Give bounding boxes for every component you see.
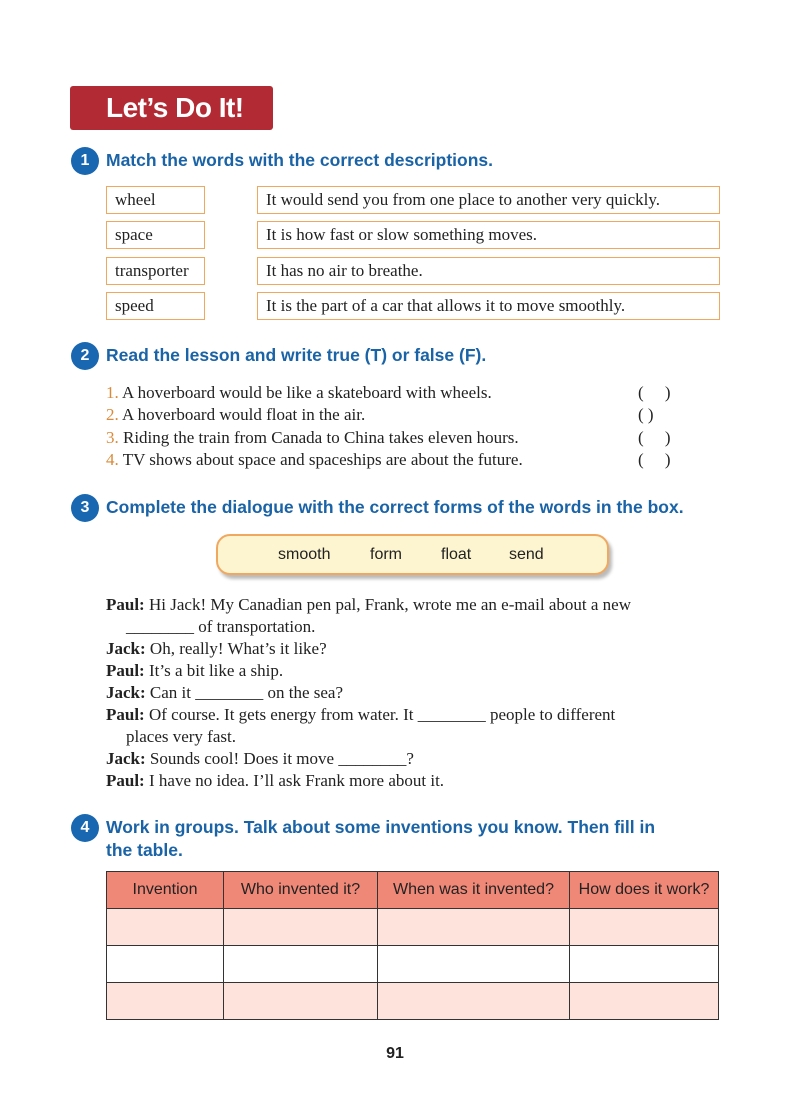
table-cell[interactable]	[570, 983, 719, 1020]
description-box-1: It would send you from one place to another very quickly.	[257, 186, 720, 214]
table-cell[interactable]	[224, 909, 378, 946]
line-text: Hi Jack! My Canadian pen pal, Frank, wrote me an e-mail about a new	[144, 595, 631, 614]
title-line: the table.	[106, 840, 183, 860]
dialogue-line	[106, 594, 631, 616]
statement-text: TV shows about space and spaceships are about the future.	[118, 449, 523, 469]
line-text: Of course. It gets energy from water. It ________ people to different	[144, 705, 616, 724]
word-box-item: smooth	[278, 546, 331, 563]
exercise-number-2: 2	[71, 342, 99, 370]
table-cell[interactable]	[224, 983, 378, 1020]
statement	[106, 449, 523, 471]
dialogue-line	[126, 726, 236, 748]
inventions-table	[106, 871, 719, 1020]
line-text: Sounds cool! Does it move ________?	[145, 749, 414, 768]
word-box	[216, 534, 609, 575]
word-box-2: space	[106, 221, 205, 249]
title-line: Work in groups. Talk about some inventions you know. Then fill in	[106, 817, 656, 837]
dialogue-line	[106, 660, 283, 682]
statement-number: 4.	[106, 449, 119, 469]
description-box-2: It is how fast or slow something moves.	[257, 221, 720, 249]
description-box-3: It has no air to breathe.	[257, 257, 720, 285]
exercise-2-title: Read the lesson and write true (T) or false (F).	[106, 345, 487, 365]
statement-text: A hoverboard would float in the air.	[118, 405, 366, 425]
line-text: places very fast.	[126, 727, 236, 746]
table-cell[interactable]	[570, 909, 719, 946]
dialogue-line	[106, 748, 414, 770]
dialogue-line	[106, 704, 615, 726]
speaker: Paul:	[106, 705, 145, 724]
word-box-item: form	[370, 546, 402, 563]
dialogue-line	[106, 682, 343, 704]
exercise-number-3: 3	[71, 494, 99, 522]
dialogue-line	[106, 638, 327, 660]
statement-number: 1.	[106, 383, 119, 402]
table-cell[interactable]	[378, 946, 570, 983]
table-cell[interactable]	[107, 983, 224, 1020]
column-header: Who invented it?	[224, 872, 378, 909]
exercise-number-4: 4	[71, 814, 99, 842]
speaker: Paul:	[106, 661, 145, 680]
exercise-4-title	[106, 816, 655, 862]
dialogue-line	[126, 616, 315, 638]
statement-text: Riding the train from Canada to China takes eleven hours.	[118, 427, 519, 447]
column-header: Invention	[107, 872, 224, 909]
word-box-1: wheel	[106, 186, 205, 214]
statement	[106, 404, 365, 426]
table-cell[interactable]	[107, 946, 224, 983]
statement	[106, 382, 492, 404]
word-box-4: speed	[106, 292, 205, 320]
answer-blank[interactable]: ( )	[638, 383, 671, 402]
exercise-1-title: Match the words with the correct descriptions.	[106, 150, 494, 170]
statement-number: 2.	[106, 405, 119, 425]
line-text: Can it ________ on the sea?	[145, 683, 344, 702]
column-header: When was it invented?	[378, 872, 570, 909]
table-cell[interactable]	[224, 946, 378, 983]
answer-blank[interactable]: ( )	[638, 449, 671, 469]
speaker: Paul:	[106, 771, 145, 790]
line-text: ________ of transportation.	[126, 617, 316, 636]
exercise-number-1: 1	[71, 147, 99, 175]
line-text: Oh, really! What’s it like?	[145, 639, 327, 658]
section-banner: Let’s Do It!	[70, 86, 273, 130]
speaker: Paul:	[106, 595, 145, 614]
line-text: I have no idea. I’ll ask Frank more about it.	[144, 771, 445, 790]
exercise-3-title: Complete the dialogue with the correct forms of the words in the box.	[106, 497, 684, 517]
page-number: 91	[386, 1045, 404, 1062]
word-box-item: float	[441, 546, 472, 563]
statement-text: A hoverboard would be like a skateboard with wheels.	[118, 383, 492, 402]
description-box-4: It is the part of a car that allows it to move smoothly.	[257, 292, 720, 320]
line-text: It’s a bit like a ship.	[144, 661, 284, 680]
word-box-item: send	[509, 546, 544, 563]
dialogue-line	[106, 770, 444, 792]
answer-blank[interactable]: ( )	[638, 405, 654, 425]
speaker: Jack:	[106, 639, 146, 658]
answer-blank[interactable]: ( )	[638, 427, 671, 447]
statement-number: 3.	[106, 427, 119, 447]
speaker: Jack:	[106, 683, 146, 702]
table-cell[interactable]	[378, 983, 570, 1020]
table-cell[interactable]	[107, 909, 224, 946]
table-cell[interactable]	[570, 946, 719, 983]
word-box-3: transporter	[106, 257, 205, 285]
column-header: How does it work?	[570, 872, 719, 909]
statement	[106, 427, 519, 449]
speaker: Jack:	[106, 749, 146, 768]
table-cell[interactable]	[378, 909, 570, 946]
